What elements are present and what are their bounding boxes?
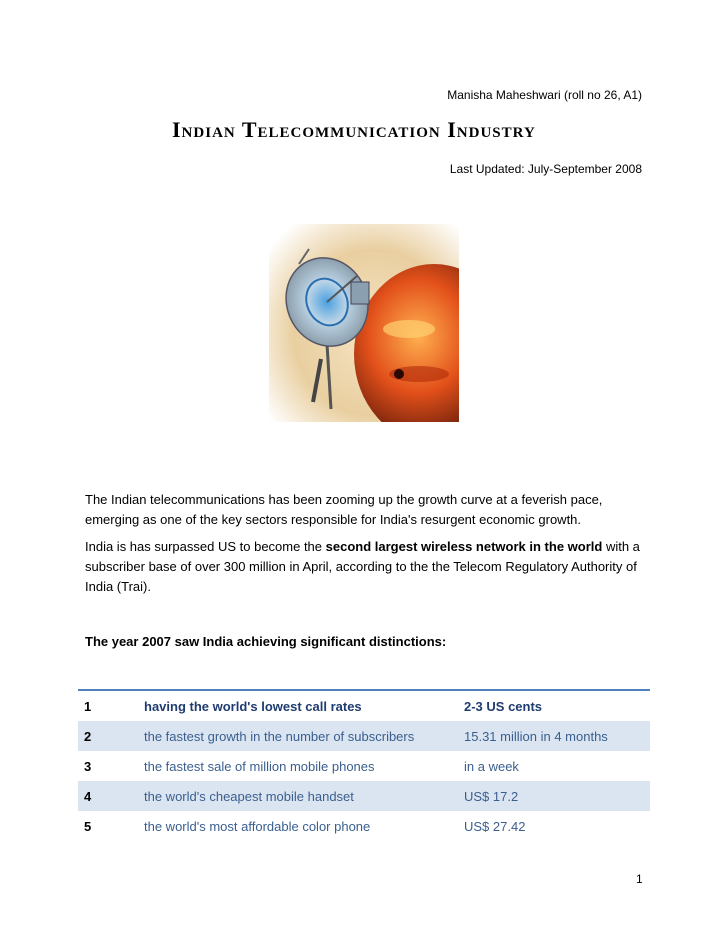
row-value: 2-3 US cents (458, 690, 650, 721)
table-row (78, 751, 650, 781)
row-description: having the world's lowest call rates (138, 690, 458, 721)
distinctions-heading: The year 2007 saw India achieving significant distinctions: (85, 634, 447, 649)
row-description: the fastest growth in the number of subscribers (138, 721, 458, 751)
wireless-text-start: India is has surpassed US to become the (85, 539, 326, 554)
row-description: the world's cheapest mobile handset (138, 781, 458, 811)
distinctions-table (78, 689, 650, 841)
table-row (78, 690, 650, 721)
row-description: the fastest sale of million mobile phones (144, 758, 375, 774)
wireless-paragraph (85, 537, 655, 597)
wireless-text-end: with a subscriber base of over 300 million in April, according to the the Telecom Regulatory Authority of India (Trai). (85, 539, 640, 594)
table-row (78, 781, 650, 811)
row-number: 1 (78, 690, 138, 721)
row-number: 3 (84, 758, 92, 774)
row-description: the world's most affordable color phone (144, 818, 371, 834)
row-number: 2 (78, 721, 138, 751)
page-number: 1 (636, 872, 643, 886)
row-value: 15.31 million in 4 months (458, 721, 650, 751)
last-updated: Last Updated: July-September 2008 (449, 162, 642, 176)
row-number: 4 (78, 781, 138, 811)
author-line: Manisha Maheshwari (roll no 26, A1) (447, 88, 642, 102)
intro-paragraph: The Indian telecommunications has been zooming up the growth curve at a feverish pace, emerging as one of the key sectors responsible for India's resurgent economic growth. (85, 492, 603, 527)
wireless-highlight: second largest wireless network in the world (325, 539, 603, 554)
table-row (78, 811, 650, 841)
document-title: Indian Telecommunication Industry (172, 117, 536, 142)
row-number: 5 (84, 818, 92, 834)
row-value: in a week (464, 758, 519, 774)
satellite-dish-image (269, 224, 459, 422)
table-row (78, 721, 650, 751)
row-value: US$ 27.42 (464, 818, 526, 834)
row-value: US$ 17.2 (458, 781, 650, 811)
